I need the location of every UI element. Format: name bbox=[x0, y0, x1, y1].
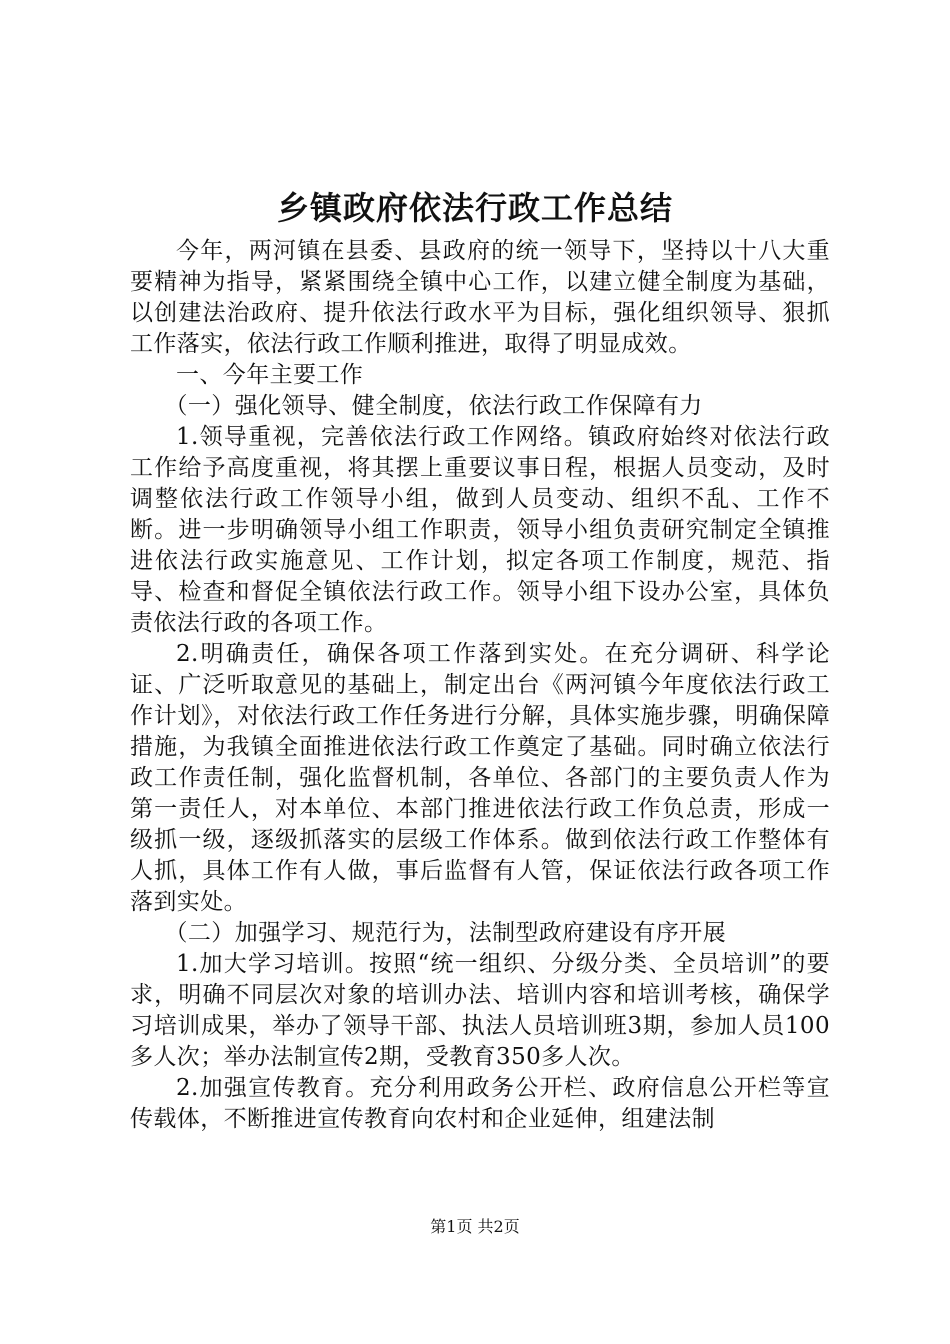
intro-paragraph: 今年，两河镇在县委、县政府的统一领导下，坚持以十八大重要精神为指导，紧紧围绕全镇中心工作，以建立健全制度为基础，以创建法治政府、提升依法行政水平为目标，强化组织领导、狠抓工作落实，依法行政工作顺利推进，取得了明显成效。 bbox=[130, 238, 830, 357]
body-paragraph: 1.领导重视，完善依法行政工作网络。镇政府始终对依法行政工作给予高度重视，将其摆上重要议事日程，根据人员变动，及时调整依法行政工作领导小组，做到人员变动、组织不乱、工作不断。进一步明确领导小组工作职责，领导小组负责研究制定全镇推进依法行政实施意见、工作计划，拟定各项工作制度，规范、指导、检查和督促全镇依法行政工作。领导小组下设办公室，具体负责依法行政的各项工作。 bbox=[130, 424, 830, 636]
document-body bbox=[130, 236, 830, 1135]
subsection-heading-2: （二）加强学习、规范行为，法制型政府建设有序开展 bbox=[164, 920, 727, 946]
document-title: 乡镇政府依法行政工作总结 bbox=[276, 189, 673, 227]
body-paragraph: 1.加大学习培训。按照“统一组织、分级分类、全员培训”的要求，明确不同层次对象的培训办法、培训内容和培训考核，确保学习培训成果，举办了领导干部、执法人员培训班3期，参加人员100多人次；举办法制宣传2期，受教育350多人次。 bbox=[130, 951, 830, 1070]
body-paragraph: 2.明确责任，确保各项工作落到实处。在充分调研、科学论证、广泛听取意见的基础上，制定出台《两河镇今年度依法行政工作计划》，对依法行政工作任务进行分解，具体实施步骤，明确保障措施，为我镇全面推进依法行政工作奠定了基础。同时确立依法行政工作责任制，强化监督机制，各单位、各部门的主要负责人作为第一责任人，对本单位、本部门推进依法行政工作负总责，形成一级抓一级，逐级抓落实的层级工作体系。做到依法行政工作整体有人抓，具体工作有人做，事后监督有人管，保证依法行政各项工作落到实处。 bbox=[130, 641, 830, 915]
section-heading-1: 一、今年主要工作 bbox=[176, 362, 364, 388]
body-paragraph: 2.加强宣传教育。充分利用政务公开栏、政府信息公开栏等宣传载体，不断推进宣传教育向农村和企业延伸，组建法制 bbox=[130, 1075, 830, 1132]
subsection-heading-1: （一）强化领导、健全制度，依法行政工作保障有力 bbox=[164, 393, 703, 419]
page-number-footer: 第1页 共2页 bbox=[430, 1217, 520, 1236]
